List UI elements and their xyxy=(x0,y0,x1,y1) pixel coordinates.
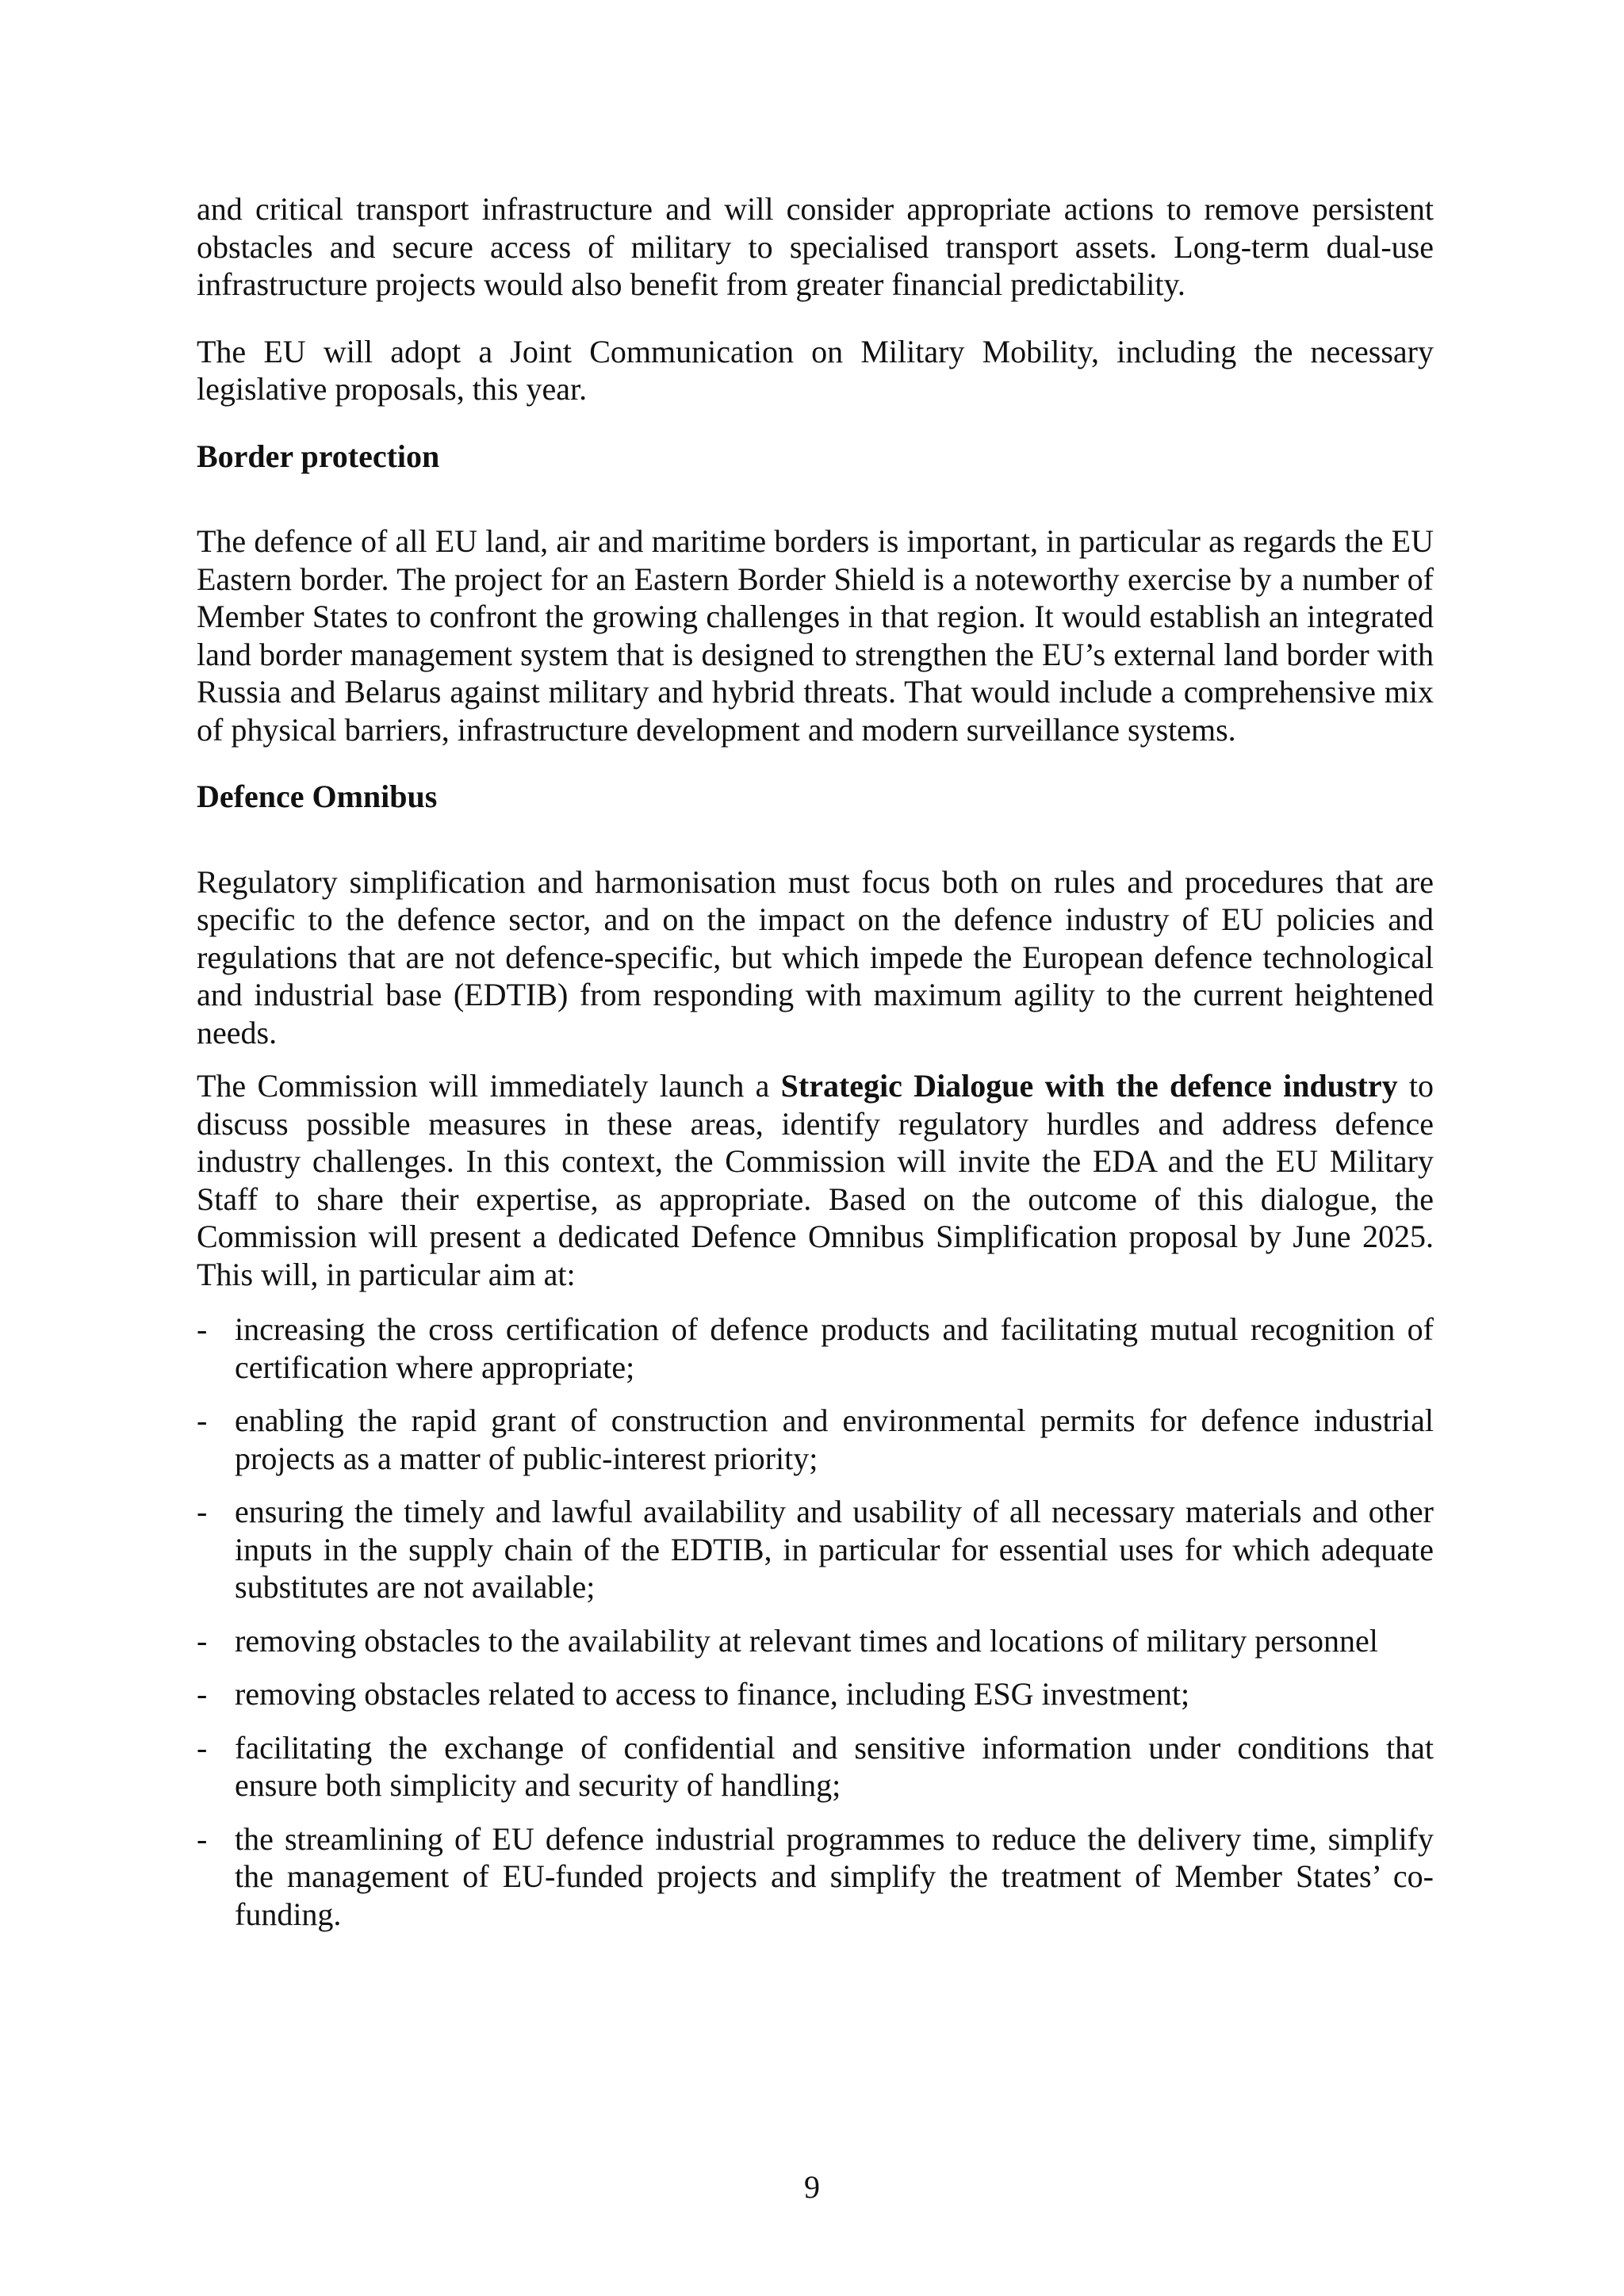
bullet-dash: - xyxy=(197,1402,208,1438)
list-item xyxy=(197,1493,1434,1606)
list-item xyxy=(197,1311,1434,1386)
bullet-dash: - xyxy=(197,1494,208,1529)
list-item xyxy=(197,1729,1434,1804)
document-body xyxy=(197,190,1434,1933)
list-item xyxy=(197,1622,1434,1660)
strategic-dialogue-text-before: The Commission will immediately launch a xyxy=(197,1068,781,1104)
bullet-dash: - xyxy=(197,1729,208,1766)
list-item-text: the streamlining of EU defence industrial programmes to reduce the delivery time, simplify the management of EU-funded projects and simplify the treatment of Member States’ co-funding. xyxy=(235,1820,1434,1932)
paragraph-joint-communication: The EU will adopt a Joint Communication on Military Mobility, including the necessary legislative proposals, this year. xyxy=(197,333,1434,407)
list-item-text: increasing the cross certification of defence products and facilitating mutual recognition of certification where appropriate; xyxy=(235,1311,1434,1385)
list-item-text: ensuring the timely and lawful availability and usability of all necessary materials and other inputs in the supply chain of the EDTIB, in particular for essential uses for which adequate substitutes are not available; xyxy=(235,1494,1434,1605)
list-item-text: facilitating the exchange of confidential and sensitive information under conditions that ensure both simplicity and security of handling; xyxy=(235,1729,1434,1803)
bullet-dash: - xyxy=(197,1820,208,1857)
paragraph-strategic-dialogue xyxy=(197,1067,1434,1293)
heading-defence-omnibus: Defence Omnibus xyxy=(197,779,438,814)
list-item-text: removing obstacles to the availability at relevant times and locations of military personnel xyxy=(235,1622,1378,1659)
list-item-text: enabling the rapid grant of construction and environmental permits for defence industrial projects as a matter of public-interest priority; xyxy=(235,1402,1434,1476)
bullet-dash: - xyxy=(197,1622,208,1659)
paragraph-border-defence: The defence of all EU land, air and maritime borders is important, in particular as regards the EU Eastern border. The project for an Eastern Border Shield is a noteworthy exercise by a number of Member States to confront the growing challenges in that region. It would establish an integrated land border management system that is designed to strengthen the EU’s external land border with Russia and Belarus against military and hybrid threats. That would include a comprehensive mix of physical barriers, infrastructure development and modern surveillance systems. xyxy=(197,523,1434,748)
strategic-dialogue-text-after: to discuss possible measures in these areas, identify regulatory hurdles and address defence industry challenges. In this context, the Commission will invite the EDA and the EU Military Staff to share their expertise, as appropriate. Based on the outcome of this dialogue, the Commission will present a dedicated Defence Omnibus Simplification proposal by June 2025. This will, in particular aim at: xyxy=(197,1068,1434,1292)
paragraph-regulatory-simplification: Regulatory simplification and harmonisation must focus both on rules and procedures that are specific to the defence sector, and on the impact on the defence industry of EU policies and regulations that are not defence-specific, but which impede the European defence technological and industrial base (EDTIB) from responding with maximum agility to the current heightened needs. xyxy=(197,863,1434,1050)
page-number: 9 xyxy=(804,2169,820,2205)
bullet-dash: - xyxy=(197,1311,208,1347)
list-item-text: removing obstacles related to access to finance, including ESG investment; xyxy=(235,1676,1190,1712)
paragraph-transport-infrastructure: and critical transport infrastructure and will consider appropriate actions to remove persistent obstacles and secure access of military to specialised transport assets. Long-term dual-use infrastructure projects would also benefit from greater financial predictability. xyxy=(197,191,1434,302)
heading-border-protection: Border protection xyxy=(197,438,440,474)
strategic-dialogue-bold: Strategic Dialogue with the defence industry xyxy=(780,1068,1398,1104)
omnibus-aims-list xyxy=(197,1311,1434,1933)
list-item xyxy=(197,1820,1434,1934)
bullet-dash: - xyxy=(197,1676,208,1712)
list-item xyxy=(197,1675,1434,1713)
list-item xyxy=(197,1402,1434,1477)
